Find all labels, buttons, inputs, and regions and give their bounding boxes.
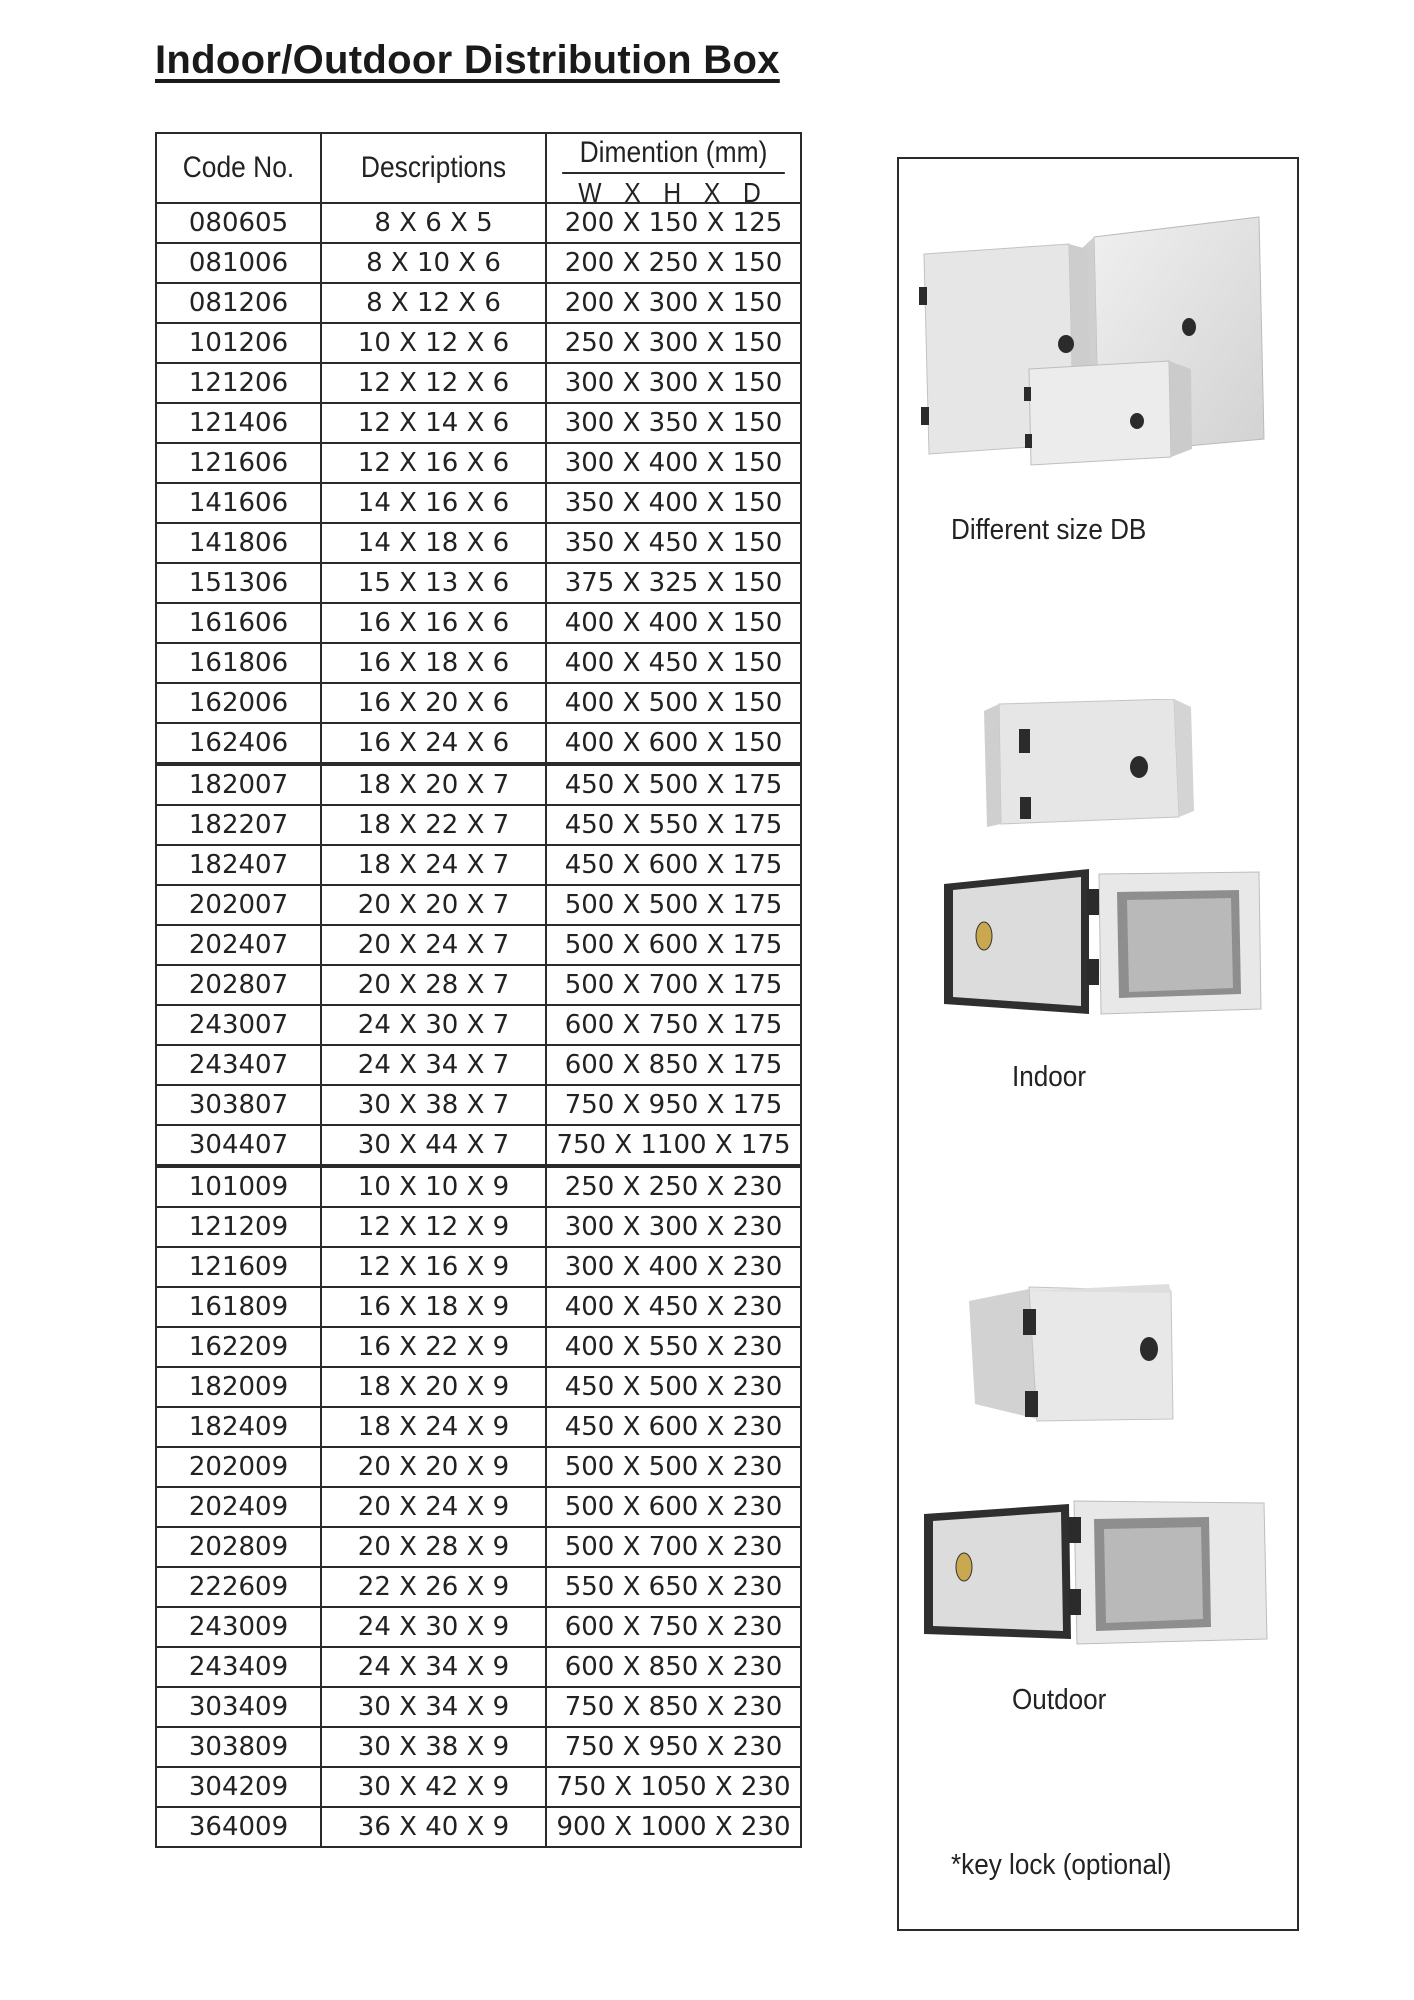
dimension-cell: 200 X 300 X 150 [546, 283, 801, 323]
table-row [156, 1247, 801, 1287]
caption-outdoor: Outdoor [1012, 1684, 1107, 1716]
table-row [156, 1687, 801, 1727]
description-cell: 24 X 34 X 7 [321, 1045, 546, 1085]
code-cell: 161806 [156, 643, 321, 683]
table-row [156, 1607, 801, 1647]
header-dimension-label: Dimention (mm) [562, 134, 785, 174]
header-dimension-sub: W X H X D [578, 177, 769, 208]
table-row [156, 283, 801, 323]
description-cell: 20 X 20 X 7 [321, 885, 546, 925]
dimension-cell: 750 X 850 X 230 [546, 1687, 801, 1727]
description-cell: 10 X 12 X 6 [321, 323, 546, 363]
dimension-cell: 400 X 600 X 150 [546, 723, 801, 764]
table-row [156, 845, 801, 885]
description-cell: 16 X 18 X 9 [321, 1287, 546, 1327]
description-cell: 12 X 16 X 6 [321, 443, 546, 483]
code-cell: 162406 [156, 723, 321, 764]
dimension-cell: 300 X 400 X 230 [546, 1247, 801, 1287]
dimension-cell: 200 X 150 X 125 [546, 203, 801, 243]
dimension-cell: 200 X 250 X 150 [546, 243, 801, 283]
table-row [156, 764, 801, 805]
description-cell: 36 X 40 X 9 [321, 1807, 546, 1847]
description-cell: 16 X 18 X 6 [321, 643, 546, 683]
code-cell: 243409 [156, 1647, 321, 1687]
table-row [156, 483, 801, 523]
dimension-cell: 900 X 1000 X 230 [546, 1807, 801, 1847]
dimension-cell: 750 X 1050 X 230 [546, 1767, 801, 1807]
table-row [156, 323, 801, 363]
code-cell: 161606 [156, 603, 321, 643]
description-cell: 8 X 12 X 6 [321, 283, 546, 323]
dimension-cell: 500 X 500 X 230 [546, 1447, 801, 1487]
table-row [156, 1367, 801, 1407]
code-cell: 243407 [156, 1045, 321, 1085]
dimension-cell: 300 X 300 X 230 [546, 1207, 801, 1247]
table-row [156, 1487, 801, 1527]
dimension-cell: 250 X 300 X 150 [546, 323, 801, 363]
table-row [156, 1407, 801, 1447]
dimension-cell: 450 X 550 X 175 [546, 805, 801, 845]
code-cell: 081006 [156, 243, 321, 283]
dimension-cell: 300 X 300 X 150 [546, 363, 801, 403]
distribution-boxes-group-image [909, 209, 1279, 469]
code-cell: 101009 [156, 1166, 321, 1207]
table-row [156, 1327, 801, 1367]
table-row [156, 1767, 801, 1807]
dimension-cell: 450 X 500 X 230 [546, 1367, 801, 1407]
caption-key-lock: *key lock (optional) [951, 1849, 1172, 1881]
description-cell: 8 X 10 X 6 [321, 243, 546, 283]
description-cell: 18 X 22 X 7 [321, 805, 546, 845]
dimension-cell: 500 X 600 X 175 [546, 925, 801, 965]
dimension-cell: 300 X 350 X 150 [546, 403, 801, 443]
code-cell: 162209 [156, 1327, 321, 1367]
dimension-cell: 300 X 400 X 150 [546, 443, 801, 483]
code-cell: 182009 [156, 1367, 321, 1407]
indoor-box-closed-image [969, 699, 1209, 834]
description-cell: 24 X 30 X 9 [321, 1607, 546, 1647]
code-cell: 202009 [156, 1447, 321, 1487]
description-cell: 20 X 28 X 9 [321, 1527, 546, 1567]
dimension-cell: 400 X 450 X 150 [546, 643, 801, 683]
table-row [156, 1527, 801, 1567]
table-row [156, 1166, 801, 1207]
table-row [156, 1005, 801, 1045]
dimension-cell: 600 X 750 X 230 [546, 1607, 801, 1647]
code-cell: 101206 [156, 323, 321, 363]
description-cell: 16 X 20 X 6 [321, 683, 546, 723]
description-cell: 20 X 24 X 9 [321, 1487, 546, 1527]
table-row [156, 1207, 801, 1247]
description-cell: 12 X 14 X 6 [321, 403, 546, 443]
spec-table [155, 132, 802, 1848]
description-cell: 16 X 16 X 6 [321, 603, 546, 643]
code-cell: 202007 [156, 885, 321, 925]
dimension-cell: 600 X 850 X 175 [546, 1045, 801, 1085]
dimension-cell: 375 X 325 X 150 [546, 563, 801, 603]
description-cell: 30 X 38 X 7 [321, 1085, 546, 1125]
table-row [156, 643, 801, 683]
dimension-cell: 600 X 850 X 230 [546, 1647, 801, 1687]
description-cell: 30 X 34 X 9 [321, 1687, 546, 1727]
description-cell: 30 X 44 X 7 [321, 1125, 546, 1166]
dimension-cell: 500 X 700 X 230 [546, 1527, 801, 1567]
code-cell: 202407 [156, 925, 321, 965]
dimension-cell: 350 X 400 X 150 [546, 483, 801, 523]
description-cell: 18 X 20 X 7 [321, 764, 546, 805]
code-cell: 303809 [156, 1727, 321, 1767]
description-cell: 22 X 26 X 9 [321, 1567, 546, 1607]
description-cell: 20 X 20 X 9 [321, 1447, 546, 1487]
description-cell: 30 X 42 X 9 [321, 1767, 546, 1807]
table-row [156, 523, 801, 563]
code-cell: 182407 [156, 845, 321, 885]
code-cell: 121209 [156, 1207, 321, 1247]
description-cell: 10 X 10 X 9 [321, 1166, 546, 1207]
code-cell: 121609 [156, 1247, 321, 1287]
table-row [156, 1125, 801, 1166]
dimension-cell: 500 X 500 X 175 [546, 885, 801, 925]
table-row [156, 1567, 801, 1607]
table-row [156, 1647, 801, 1687]
dimension-cell: 400 X 550 X 230 [546, 1327, 801, 1367]
description-cell: 16 X 24 X 6 [321, 723, 546, 764]
caption-indoor: Indoor [1012, 1061, 1087, 1093]
description-cell: 18 X 24 X 7 [321, 845, 546, 885]
code-cell: 303807 [156, 1085, 321, 1125]
table-row [156, 1447, 801, 1487]
outdoor-box-open-image [919, 1499, 1289, 1659]
code-cell: 151306 [156, 563, 321, 603]
code-cell: 202807 [156, 965, 321, 1005]
header-code: Code No. [166, 133, 311, 203]
description-cell: 24 X 34 X 9 [321, 1647, 546, 1687]
indoor-box-open-image [939, 864, 1269, 1029]
table-row [156, 603, 801, 643]
dimension-cell: 350 X 450 X 150 [546, 523, 801, 563]
table-row [156, 1085, 801, 1125]
description-cell: 24 X 30 X 7 [321, 1005, 546, 1045]
code-cell: 182007 [156, 764, 321, 805]
description-cell: 16 X 22 X 9 [321, 1327, 546, 1367]
caption-different-size: Different size DB [951, 514, 1147, 546]
dimension-cell: 450 X 600 X 230 [546, 1407, 801, 1447]
code-cell: 202409 [156, 1487, 321, 1527]
table-row [156, 1045, 801, 1085]
code-cell: 162006 [156, 683, 321, 723]
table-row [156, 1287, 801, 1327]
code-cell: 243009 [156, 1607, 321, 1647]
dimension-cell: 450 X 600 X 175 [546, 845, 801, 885]
description-cell: 20 X 24 X 7 [321, 925, 546, 965]
code-cell: 304209 [156, 1767, 321, 1807]
code-cell: 202809 [156, 1527, 321, 1567]
description-cell: 14 X 16 X 6 [321, 483, 546, 523]
dimension-cell: 600 X 750 X 175 [546, 1005, 801, 1045]
description-cell: 12 X 12 X 6 [321, 363, 546, 403]
code-cell: 121406 [156, 403, 321, 443]
dimension-cell: 550 X 650 X 230 [546, 1567, 801, 1607]
code-cell: 080605 [156, 203, 321, 243]
image-panel [897, 157, 1299, 1931]
table-row [156, 1807, 801, 1847]
description-cell: 15 X 13 X 6 [321, 563, 546, 603]
table-row [156, 243, 801, 283]
table-row [156, 563, 801, 603]
code-cell: 304407 [156, 1125, 321, 1166]
table-row [156, 363, 801, 403]
code-cell: 182207 [156, 805, 321, 845]
table-row [156, 723, 801, 764]
code-cell: 222609 [156, 1567, 321, 1607]
outdoor-box-closed-image [959, 1279, 1219, 1424]
description-cell: 18 X 20 X 9 [321, 1367, 546, 1407]
dimension-cell: 450 X 500 X 175 [546, 764, 801, 805]
dimension-cell: 750 X 950 X 230 [546, 1727, 801, 1767]
table-row [156, 925, 801, 965]
table-row [156, 443, 801, 483]
dimension-cell: 750 X 1100 X 175 [546, 1125, 801, 1166]
table-row [156, 1727, 801, 1767]
dimension-cell: 750 X 950 X 175 [546, 1085, 801, 1125]
code-cell: 141806 [156, 523, 321, 563]
code-cell: 141606 [156, 483, 321, 523]
description-cell: 12 X 12 X 9 [321, 1207, 546, 1247]
code-cell: 121206 [156, 363, 321, 403]
description-cell: 12 X 16 X 9 [321, 1247, 546, 1287]
table-header-row [156, 133, 801, 203]
code-cell: 161809 [156, 1287, 321, 1327]
table-row [156, 885, 801, 925]
dimension-cell: 250 X 250 X 230 [546, 1166, 801, 1207]
code-cell: 303409 [156, 1687, 321, 1727]
code-cell: 364009 [156, 1807, 321, 1847]
code-cell: 182409 [156, 1407, 321, 1447]
description-cell: 30 X 38 X 9 [321, 1727, 546, 1767]
table-row [156, 965, 801, 1005]
dimension-cell: 500 X 700 X 175 [546, 965, 801, 1005]
description-cell: 14 X 18 X 6 [321, 523, 546, 563]
code-cell: 243007 [156, 1005, 321, 1045]
table-row [156, 805, 801, 845]
header-dimension [561, 133, 785, 208]
description-cell: 8 X 6 X 5 [321, 203, 546, 243]
description-cell: 20 X 28 X 7 [321, 965, 546, 1005]
code-cell: 081206 [156, 283, 321, 323]
dimension-cell: 400 X 400 X 150 [546, 603, 801, 643]
page-title: Indoor/Outdoor Distribution Box [155, 38, 780, 82]
description-cell: 18 X 24 X 9 [321, 1407, 546, 1447]
header-descriptions: Descriptions [335, 133, 533, 203]
table-row [156, 683, 801, 723]
dimension-cell: 400 X 450 X 230 [546, 1287, 801, 1327]
dimension-cell: 400 X 500 X 150 [546, 683, 801, 723]
table-row [156, 403, 801, 443]
code-cell: 121606 [156, 443, 321, 483]
table-body [156, 203, 801, 1847]
dimension-cell: 500 X 600 X 230 [546, 1487, 801, 1527]
